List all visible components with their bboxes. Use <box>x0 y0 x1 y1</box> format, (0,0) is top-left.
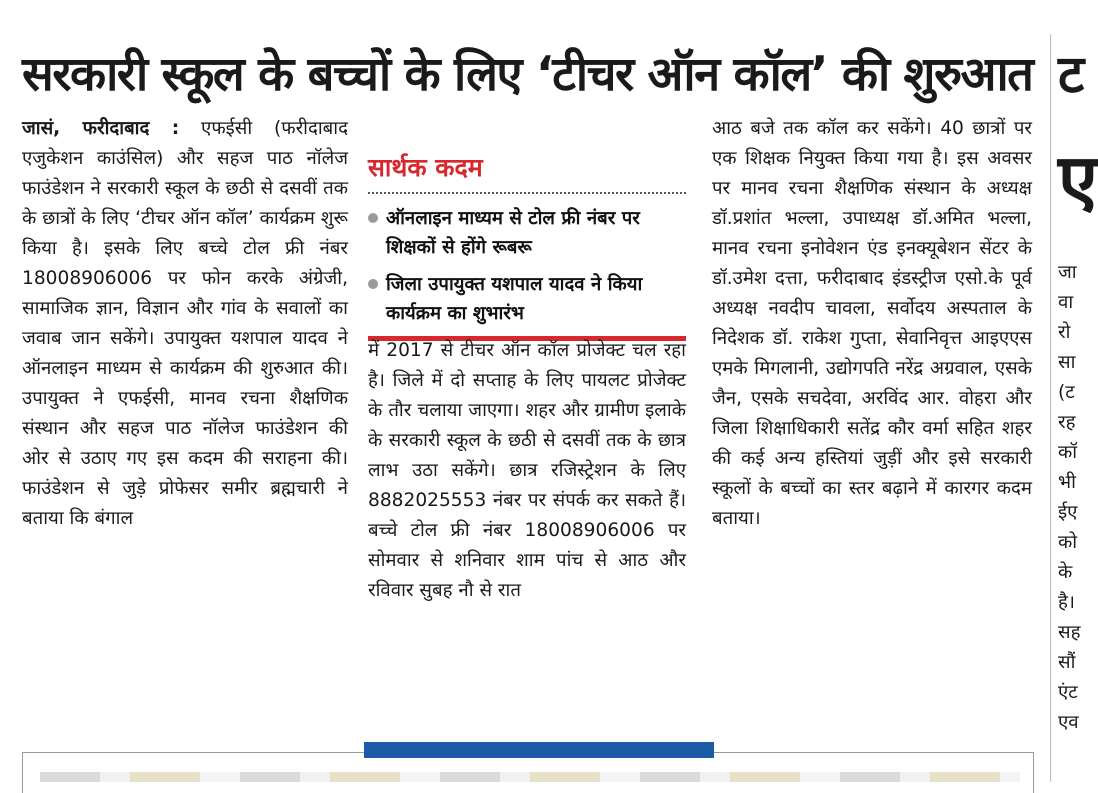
article-column-3 <box>712 114 1032 534</box>
adjacent-line: सह <box>1058 622 1081 643</box>
next-story-blue-bar <box>364 742 714 758</box>
highlight-kicker: सार्थक कदम <box>368 153 483 182</box>
adjacent-line: को <box>1058 532 1078 553</box>
highlight-box <box>368 150 686 341</box>
adjacent-line: (ट <box>1058 382 1075 403</box>
adjacent-article-column <box>1058 258 1084 738</box>
adjacent-line: एंट <box>1058 682 1078 703</box>
adjacent-line: सौं <box>1058 652 1076 673</box>
article-column-2 <box>368 336 686 606</box>
adjacent-line: ईए <box>1058 502 1078 523</box>
highlight-bullet <box>368 204 686 262</box>
adjacent-line: सा <box>1058 352 1076 373</box>
bullet-dot-icon <box>368 213 378 223</box>
column-divider <box>1050 34 1051 782</box>
dotted-divider <box>368 192 686 194</box>
next-story-strip <box>40 772 1020 782</box>
article-headline: सरकारी स्कूल के बच्चों के लिए ‘टीचर ऑन कॉल’ की शुरुआत <box>22 47 1033 102</box>
article-column-1-text: एफईसी (फरीदाबाद एजुकेशन काउंसिल) और सहज पाठ नॉलेज फाउंडेशन ने सरकारी स्कूल के छठी से दसवीं तक के छात्रों के लिए ‘टीचर ऑन कॉल’ कार्यक्रम शुरू किया है। इसके लिए बच्चे टोल फ्री नंबर 18008906006 पर फोन करके अंग्रेजी, सामाजिक ज्ञान, विज्ञान और गांव के सवालों का जवाब जान सकेंगे। उपायुक्त यशपाल यादव ने ऑनलाइन माध्यम से कार्यक्रम की शुरुआत की। उपायुक्त ने एफईसी, मानव रचना शैक्षणिक संस्थान और सहज पाठ नॉलेज फाउंडेशन की ओर से उठाए गए इस कदम की सराहना की। फाउंडेशन से जुड़े प्रोफेसर समीर ब्रह्मचारी ने बताया कि बंगाल <box>22 118 348 529</box>
article-byline: जासं, फरीदाबाद : <box>22 118 180 139</box>
adjacent-line: जा <box>1058 262 1077 283</box>
adjacent-line: एव <box>1058 712 1079 733</box>
adjacent-line: है। <box>1058 592 1075 613</box>
highlight-bullet <box>368 270 686 328</box>
adjacent-line: रो <box>1058 322 1071 343</box>
adjacent-line: वा <box>1058 292 1074 313</box>
adjacent-line: रह <box>1058 412 1076 433</box>
highlight-bullet-text: जिला उपायुक्त यशपाल यादव ने किया कार्यक्रम का शुभारंभ <box>386 274 643 324</box>
adjacent-line: भी <box>1058 472 1076 493</box>
article-column-1 <box>22 114 348 534</box>
article-column-3-text: आठ बजे तक कॉल कर सकेंगे। 40 छात्रों पर एक शिक्षक नियुक्त किया गया है। इस अवसर पर मानव रचना शैक्षणिक संस्थान के अध्यक्ष डॉ.प्रशांत भल्ला, उपाध्यक्ष डॉ.अमित भल्ला, मानव रचना इनोवेशन एंड इनक्यूबेशन सेंटर के डॉ.उमेश दत्ता, फरीदाबाद इंडस्ट्रीज एसो.के पूर्व अध्यक्ष नवदीप चावला, सर्वोदय अस्पताल के निदेशक डॉ. राकेश गुप्ता, सेवानिवृत्त आइएएस एमके मिगलानी, उद्योगपति नरेंद्र अग्रवाल, एसके जैन, एसके सचदेवा, अरविंद आर. वोहरा और जिला शिक्षाधिकारी सतेंद्र कौर वर्मा सहित शहर की कई अन्य हस्तियां जुड़ीं और इसे सरकारी स्कूलों के बच्चों का स्तर बढ़ाने में कारगर कदम बताया। <box>712 118 1032 529</box>
highlight-bullet-text: ऑनलाइन माध्यम से टोल फ्री नंबर पर शिक्षकों से होंगे रूबरू <box>386 208 640 258</box>
article-column-2-text: में 2017 से टीचर ऑन कॉल प्रोजेक्ट चल रहा है। जिले में दो सप्ताह के लिए पायलट प्रोजेक्ट के तौर चलाया जाएगा। शहर और ग्रामीण इलाके के सरकारी स्कूल के छठी से दसवीं तक के छात्र लाभ उठा सकेंगे। छात्र रजिस्ट्रेशन के लिए 8882025553 नंबर पर संपर्क कर सकते हैं। बच्चे टोल फ्री नंबर 18008906006 पर सोमवार से शनिवार शाम पांच से आठ और रविवार सुबह नौ से रात <box>368 340 686 601</box>
adjacent-headline-fragment-2: ए <box>1058 138 1098 222</box>
adjacent-line: के <box>1058 562 1073 583</box>
bullet-dot-icon <box>368 279 378 289</box>
adjacent-line: कॉ <box>1058 442 1078 463</box>
adjacent-headline-fragment: ट <box>1058 45 1085 105</box>
